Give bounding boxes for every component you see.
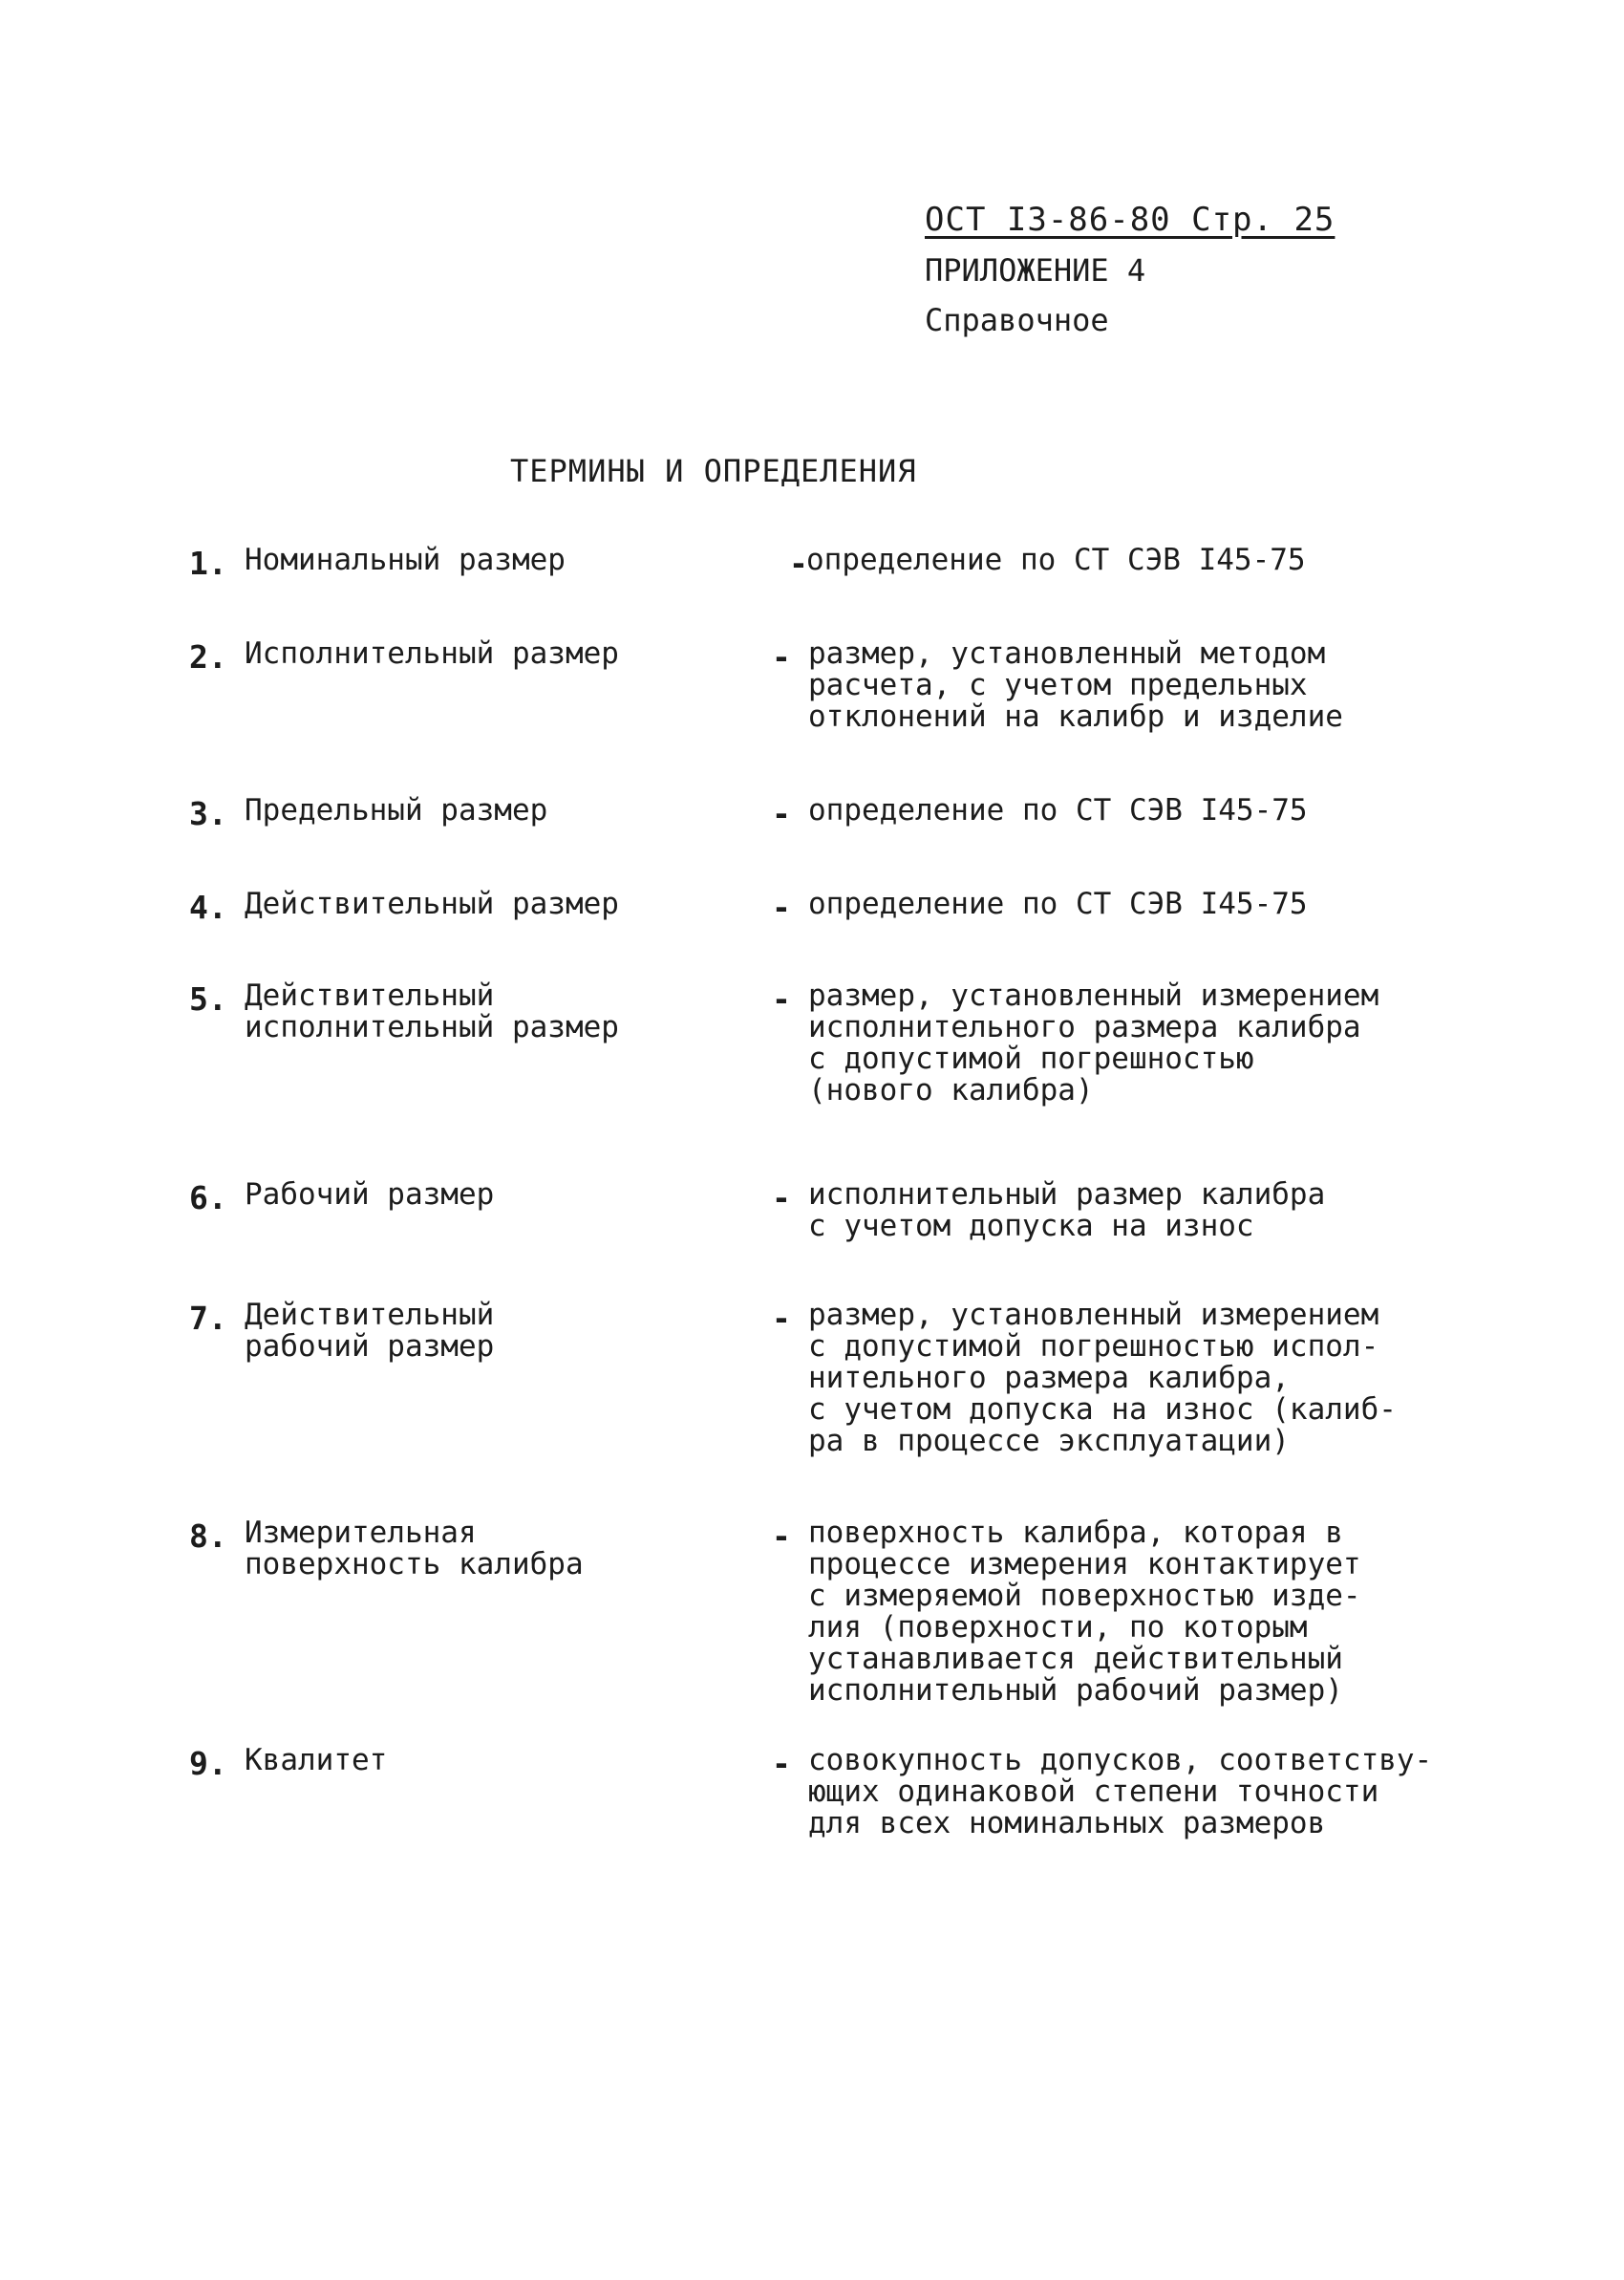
term-definition: определение по СТ СЭВ I45-75 [806,543,1306,577]
term-definition: размер, установленный измерением исполнительного размера калибра с допустимой погрешностью (нового калибра) [808,979,1379,1108]
term-name: Действительный исполнительный размер [245,979,619,1044]
term-number: 2. [189,638,227,676]
term-definition: поверхность калибра, которая в процессе измерения контактирует с измеряемой поверхностью изде- лия (поверхности, по которым устанавливается действительный исполнительный рабочий размер) [808,1516,1361,1708]
term-name: Квалитет [245,1743,388,1777]
term-name: Измерительная поверхность калибра [245,1516,584,1581]
term-definition: определение по СТ СЭВ I45-75 [808,793,1308,828]
term-number: 7. [189,1300,227,1337]
term-name: Действительный размер [245,887,619,921]
term-number: 3. [189,795,227,832]
term-dash: - [772,638,791,676]
term-name: Рабочий размер [245,1177,495,1212]
term-number: 8. [189,1517,227,1555]
standard-code: ОСТ I3-86-80 Стр. 25 [925,201,1336,239]
term-dash: - [772,795,791,832]
term-dash: - [772,1179,791,1216]
term-definition: совокупность допусков, соответству- ющих одинаковой степени точности для всех номинальных размеров [808,1743,1433,1840]
term-definition: размер, установленный измерением с допустимой погрешностью испол- нительного размера калибра, с учетом допуска на износ (калиб- ра в процессе эксплуатации) [808,1298,1397,1458]
term-name: Номинальный размер [245,543,566,577]
term-definition: определение по СТ СЭВ I45-75 [808,887,1308,921]
term-number: 4. [189,889,227,926]
appendix-label: ПРИЛОЖЕНИЕ 4 [925,252,1146,289]
term-number: 5. [189,980,227,1018]
term-number: 6. [189,1179,227,1216]
term-number: 1. [189,545,227,582]
term-name: Действительный рабочий размер [245,1298,495,1364]
term-dash: - [772,980,791,1018]
appendix-kind: Справочное [925,302,1109,338]
term-definition: размер, установленный методом расчета, с учетом предельных отклонений на калибр и изделие [808,636,1343,734]
term-dash: - [772,1745,791,1782]
term-dash: - [789,545,808,582]
term-dash: - [772,889,791,926]
page-header [925,201,1517,338]
term-number: 9. [189,1745,227,1782]
term-dash: - [772,1517,791,1555]
section-title: ТЕРМИНЫ И ОПРЕДЕЛЕНИЯ [510,453,917,489]
term-name: Предельный размер [245,793,548,828]
term-definition: исполнительный размер калибра с учетом допуска на износ [808,1177,1326,1243]
term-name: Исполнительный размер [245,636,619,671]
term-dash: - [772,1300,791,1337]
